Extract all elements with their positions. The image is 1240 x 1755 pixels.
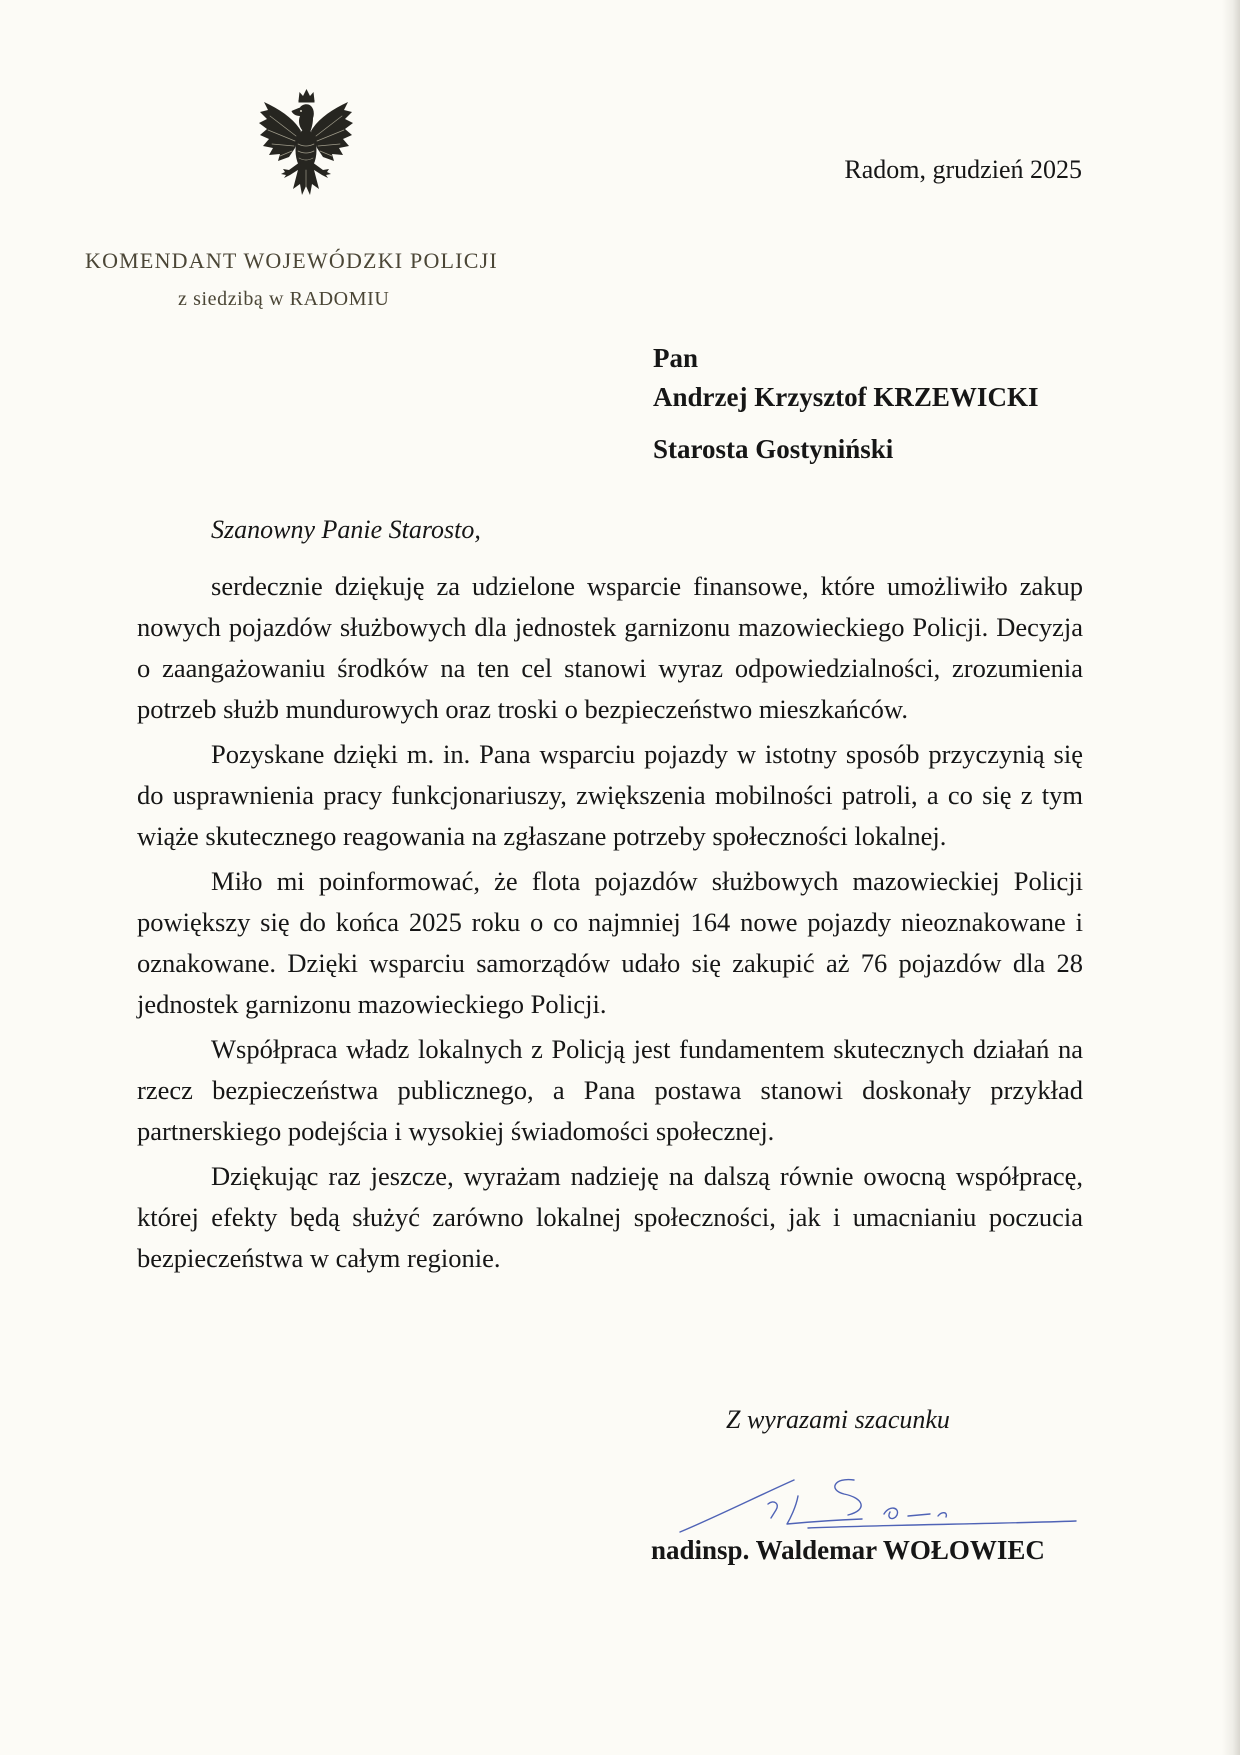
handwritten-signature-icon <box>676 1462 1080 1542</box>
salutation: Szanowny Panie Starosto, <box>211 515 481 544</box>
addressee-name: Andrzej Krzysztof KRZEWICKI <box>653 382 1039 412</box>
scan-paper-edge <box>1222 0 1240 1755</box>
polish-eagle-emblem-icon <box>256 86 356 211</box>
body-paragraph: serdecznie dziękuję za udzielone wsparcie finansowe, które umożliwiło zakup nowych pojazdów służbowych dla jednostek garnizonu mazowieckiego Policji. Decyzja o zaangażowaniu środków na ten cel stanowi wyraz odpowiedzialności, zrozumienia potrzeb służb mundurowych oraz troski o bezpieczeństwo mieszkańców. <box>137 571 1083 724</box>
closing: Z wyrazami szacunku <box>726 1405 950 1434</box>
body-paragraph: Dziękując raz jeszcze, wyrażam nadzieję na dalszą równie owocną współpracę, której efekty będą służyć zarówno lokalnej społeczności, jak i umacnianiu poczucia bezpieczeństwa w całym regionie. <box>137 1161 1083 1273</box>
body-paragraph: Współpraca władz lokalnych z Policją jest fundamentem skutecznych działań na rzecz bezpieczeństwa publicznego, a Pana postawa stanowi doskonały przykład partnerskiego podejścia i wysokiej świadomości społecznej. <box>137 1034 1083 1146</box>
addressee-honorific: Pan <box>653 343 699 373</box>
place-and-date: Radom, grudzień 2025 <box>844 155 1082 184</box>
body-paragraph: Pozyskane dzięki m. in. Pana wsparciu pojazdy w istotny sposób przyczynią się do usprawnienia pracy funkcjonariuszy, zwiększenia mobilności patroli, a co się z tym wiąże skutecznego reagowania na zgłaszane potrzeby społeczności lokalnej. <box>137 739 1083 851</box>
letterhead-seat: z siedzibą w RADOMIU <box>178 288 390 310</box>
letter-body <box>137 566 1083 1283</box>
signer-name: nadinsp. Waldemar WOŁOWIEC <box>651 1535 1045 1565</box>
addressee-title: Starosta Gostyniński <box>653 434 894 464</box>
body-paragraph: Miło mi poinformować, że flota pojazdów służbowych mazowieckiej Policji powiększy się do końca 2025 roku o co najmniej 164 nowe pojazdy nieoznakowane i oznakowane. Dzięki wsparciu samorządów udało się zakupić aż 76 pojazdów dla 28 jednostek garnizonu mazowieckiego Policji. <box>137 866 1083 1019</box>
letterhead-office: KOMENDANT WOJEWÓDZKI POLICJI <box>85 248 498 273</box>
